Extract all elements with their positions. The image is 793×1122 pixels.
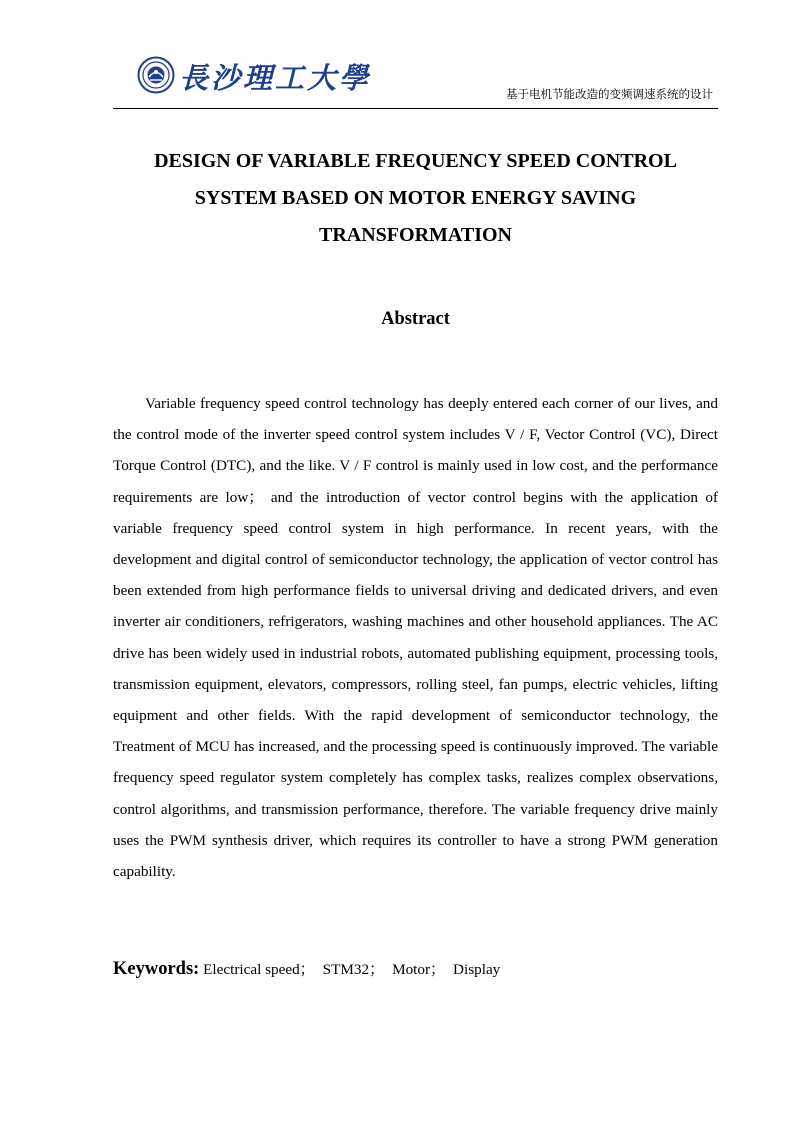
paper-title [113,143,718,254]
keywords-line [113,958,504,980]
header-divider [113,108,718,109]
university-seal-icon [137,56,175,94]
title-line: DESIGN OF VARIABLE FREQUENCY SPEED CONTROL [154,150,677,172]
university-name-logotype: 長沙理工大學 [179,61,372,95]
abstract-heading: Abstract [381,309,450,329]
abstract-body: Variable frequency speed control technology has deeply entered each corner of our lives, and the control mode of the inverter speed control system includes V / F, Vector Control (VC), Direct Torque Control (DTC), and the like. V / F control is mainly used in low cost, and the performance requirements are low； and the introduction of vector control begins with the application of variable frequency speed control system in high performance. In recent years, with the development and digital control of semiconductor technology, the application of vector control has been extended from high performance fields to universal driving and dedicated drivers, and even inverter air conditioners, refrigerators, washing machines and other household appliances. The AC drive has been widely used in industrial robots, automated publishing equipment, processing tools, transmission equipment, elevators, compressors, rolling steel, fan pumps, electric vehicles, lifting equipment and other fields. With the rapid development of semiconductor technology, the Treatment of MCU has increased, and the processing speed is continuously improved. The variable frequency speed regulator system completely has complex tasks, realizes complex observations, control algorithms, and transmission performance, therefore. The variable frequency drive mainly uses the PWM synthesis driver, which requires its controller to have a strong PWM generation capability. [113,395,718,881]
title-line: TRANSFORMATION [319,224,512,246]
title-line: SYSTEM BASED ON MOTOR ENERGY SAVING [194,187,637,209]
running-header-title: 基于电机节能改造的变频调速系统的设计 [506,87,713,101]
university-logo [137,56,372,96]
keyword-item: Motor； [392,961,446,978]
keywords-label: Keywords: [113,959,200,979]
keyword-item: STM32； [322,961,385,978]
keyword-item: Display [453,961,501,978]
keyword-item: Electrical speed； [203,961,315,978]
